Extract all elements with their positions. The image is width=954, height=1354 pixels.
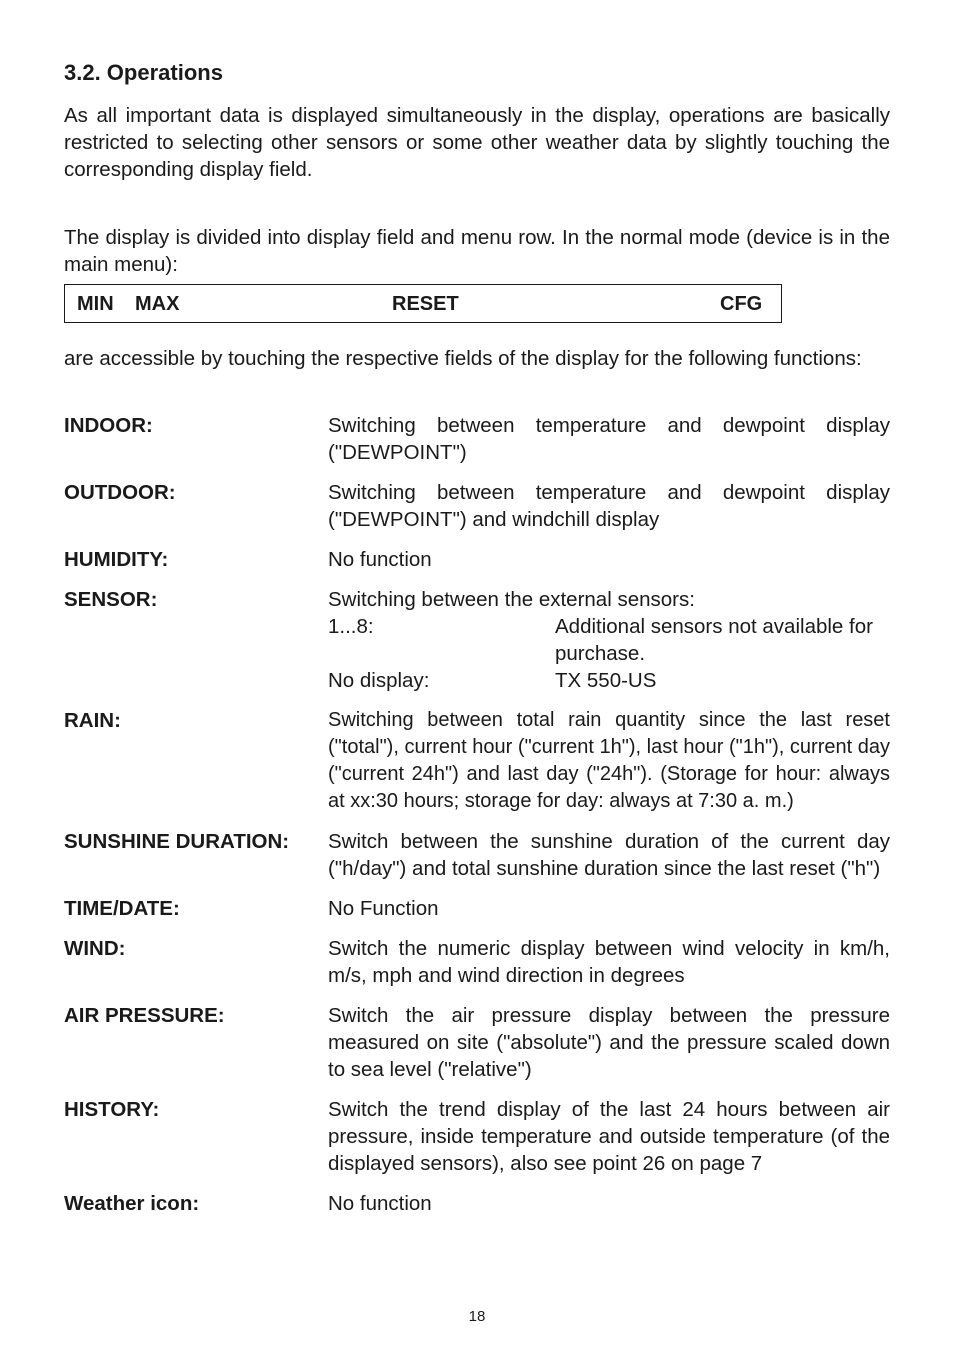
menu-row-box (64, 284, 782, 323)
function-row-history (64, 1096, 890, 1177)
function-desc: Switch the numeric display between wind velocity in km/h, m/s, mph and wind direction in degrees (328, 937, 890, 987)
function-term: RAIN: (64, 709, 121, 732)
function-row-outdoor (64, 479, 890, 533)
function-definitions (64, 412, 890, 1230)
section-title: 3.2. Operations (64, 60, 223, 85)
page-number: 18 (468, 1308, 486, 1325)
function-term: SENSOR: (64, 588, 158, 611)
sensor-sub-row (328, 613, 890, 667)
sensor-sub-key: 1...8: (328, 615, 374, 638)
menu-min-label: MIN (77, 293, 114, 315)
function-row-wind (64, 935, 890, 989)
function-term: Weather icon: (64, 1192, 200, 1215)
function-row-indoor (64, 412, 890, 466)
function-desc: No function (328, 548, 432, 571)
function-term: OUTDOOR: (64, 481, 176, 504)
function-desc-block (328, 586, 890, 694)
sensor-sub-value: Additional sensors not available for purchase. (555, 615, 873, 665)
menu-reset-label: RESET (392, 293, 459, 315)
function-desc: No function (328, 1192, 432, 1215)
function-desc: Switching between total rain quantity since the last reset ("total"), current hour ("current 1h"), last hour ("1h"), current day ("current 24h") and last day ("24h"). (Storage for hour: always at xx:30 hours; storage for day: always at 7:30 a. m.) (328, 709, 890, 812)
sensor-sub-row (328, 667, 890, 694)
menu-max-label: MAX (135, 293, 180, 315)
function-row-weather-icon (64, 1190, 890, 1217)
function-row-air-pressure (64, 1002, 890, 1083)
function-term: SUNSHINE DURATION: (64, 830, 290, 853)
function-desc: Switch the trend display of the last 24 hours between air pressure, inside temperature and outside temperature (of the displayed sensors), also see point 26 on page 7 (328, 1098, 890, 1175)
function-desc: Switch the air pressure display between the pressure measured on site ("absolute") and the pressure scaled down to sea level ("relative") (328, 1004, 890, 1081)
function-term: AIR PRESSURE: (64, 1004, 225, 1027)
function-desc: Switch between the sunshine duration of the current day ("h/day") and total sunshine duration since the last reset ("h") (328, 830, 890, 880)
intro-paragraph: As all important data is displayed simultaneously in the display, operations are basically restricted to selecting other sensors or some other weather data by slightly touching the corresponding display field. (64, 104, 890, 181)
function-row-rain (64, 707, 890, 815)
function-desc: Switching between temperature and dewpoint display ("DEWPOINT") (328, 414, 890, 464)
function-row-sunshine (64, 828, 890, 882)
menu-cfg-label: CFG (720, 293, 763, 315)
function-term: WIND: (64, 937, 126, 960)
function-row-time-date (64, 895, 890, 922)
sensor-sub-value: TX 550-US (555, 669, 657, 692)
function-row-humidity (64, 546, 890, 573)
sensor-sub-key: No display: (328, 669, 430, 692)
function-term: HISTORY: (64, 1098, 160, 1121)
function-desc: Switching between the external sensors: (328, 588, 695, 611)
access-paragraph: are accessible by touching the respective fields of the display for the following functions: (64, 347, 862, 370)
function-term: TIME/DATE: (64, 897, 180, 920)
function-desc: No Function (328, 897, 439, 920)
function-row-sensor (64, 586, 890, 694)
function-term: INDOOR: (64, 414, 153, 437)
function-desc: Switching between temperature and dewpoint display ("DEWPOINT") and windchill display (328, 481, 890, 531)
display-intro-paragraph: The display is divided into display field and menu row. In the normal mode (device is in the main menu): (64, 226, 890, 276)
function-term: HUMIDITY: (64, 548, 169, 571)
